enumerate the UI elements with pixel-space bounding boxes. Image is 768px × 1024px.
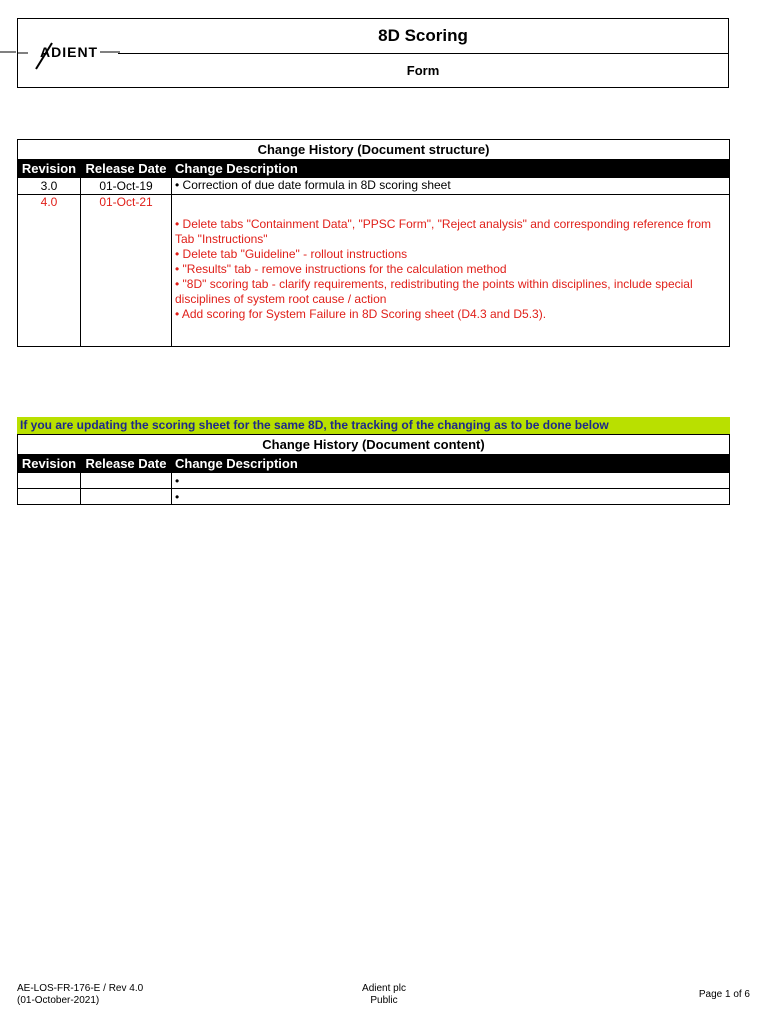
table-row [18,178,730,195]
structure-history-table [17,139,730,347]
column-header-change-description: Change Description [172,160,730,178]
page-title: 8D Scoring [118,19,728,54]
change-line: • Delete tab "Guideline" - rollout instructions [175,247,408,261]
revision-cell: 3.0 [18,178,81,195]
page-subtitle: Form [406,62,440,78]
release-date-cell[interactable] [81,473,172,489]
update-tracking-note: If you are updating the scoring sheet for the same 8D, the tracking of the changing as to be done below [17,417,730,434]
table-row [18,489,730,505]
table-row [18,195,730,347]
change-description-cell [172,195,730,347]
column-header-change-description: Change Description [172,455,730,473]
column-header-release-date: Release Date [81,160,172,178]
footer-doc-date: (01-October-2021) [17,995,100,1006]
change-description-cell [172,178,730,195]
adient-logo [18,19,118,87]
change-line: • Correction of due date formula in 8D scoring sheet [175,178,451,192]
revision-cell[interactable] [18,489,81,505]
document-header [17,18,729,88]
footer-doc-id: AE-LOS-FR-176-E / Rev 4.0 [17,983,144,994]
change-line: • Add scoring for System Failure in 8D Scoring sheet (D4.3 and D5.3). [175,307,547,321]
change-line: • "Results" tab - remove instructions for the calculation method [175,262,507,276]
content-table-title: Change History (Document content) [18,435,730,455]
column-header-release-date: Release Date [81,455,172,473]
footer-doc-info [17,983,143,1007]
change-line: • Delete tabs "Containment Data", "PPSC Form", "Reject analysis" and corresponding reference from Tab "Instructions" [175,217,711,246]
change-description-cell[interactable]: • [172,489,730,505]
revision-cell[interactable] [18,473,81,489]
column-header-revision: Revision [18,455,81,473]
change-description-cell[interactable]: • [172,473,730,489]
table-row [18,473,730,489]
footer-page-number: Page 1 of 6 [698,989,750,1000]
structure-table-title: Change History (Document structure) [18,140,730,160]
footer-company-info [334,983,434,1007]
column-header-revision: Revision [18,160,81,178]
release-date-cell: 01-Oct-19 [81,178,172,195]
footer-company: Adient plc [362,983,406,994]
release-date-cell: 01-Oct-21 [81,195,172,347]
footer-classification: Public [370,995,398,1006]
content-history-table [17,434,730,505]
change-line: • "8D" scoring tab - clarify requirements, redistributing the points within disciplines, include special disciplines of system root cause / action [175,277,693,306]
release-date-cell[interactable] [81,489,172,505]
logo-text: ADIENT [40,44,99,60]
header-rule [0,51,120,53]
revision-cell: 4.0 [18,195,81,347]
